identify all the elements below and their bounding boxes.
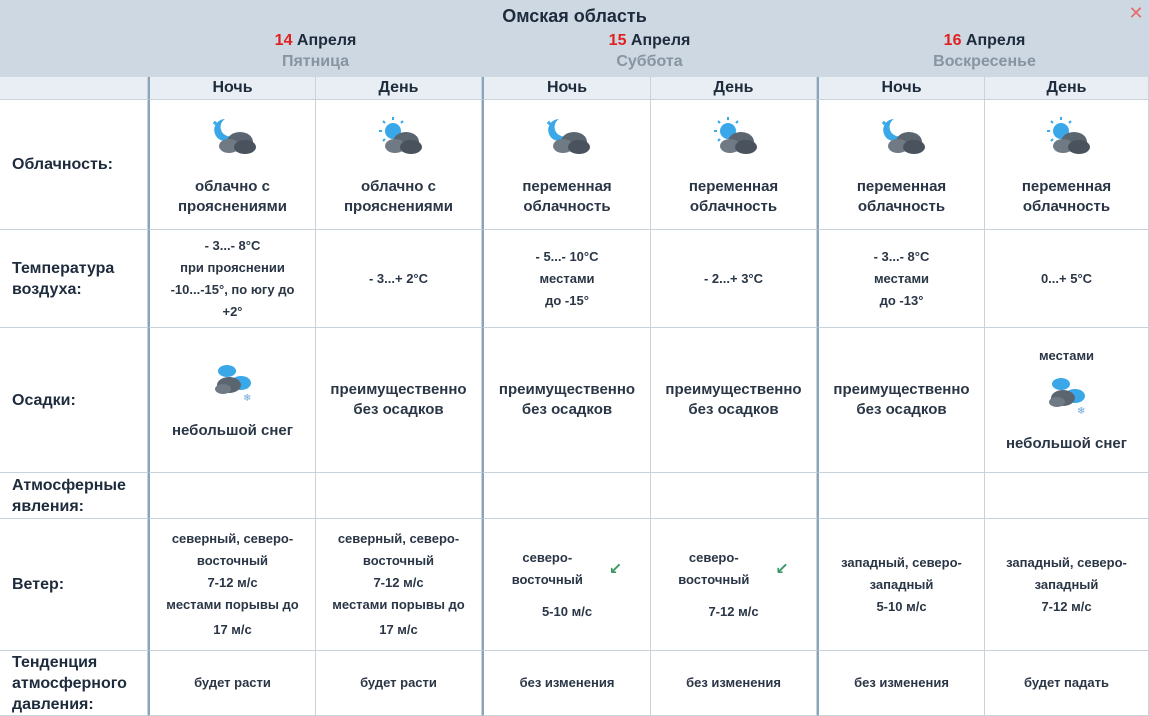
wind-gusts: 17 м/с (379, 622, 418, 637)
precipitation-text: преимущественно (498, 381, 636, 398)
pressure-cell (817, 651, 985, 716)
region-title: Омская область (502, 6, 647, 26)
day-weekday: Суббота (616, 53, 683, 70)
day-number: 14 (274, 32, 293, 49)
precipitation-text: без осадков (521, 401, 613, 418)
day-month: Апреля (630, 32, 691, 49)
wind-direction: западный, северо- (841, 554, 962, 570)
wind-speed: 5-10 м/с (541, 603, 593, 619)
precipitation-text: преимущественно (665, 381, 802, 398)
temperature-cell (148, 230, 316, 328)
pressure-cell (482, 651, 651, 716)
precipitation-cell (316, 328, 482, 473)
pressure-cell (316, 651, 482, 716)
svg-text:❄: ❄ (242, 393, 251, 404)
temperature-text: - 2...+ 3°С (703, 270, 764, 286)
corner-cell (0, 77, 148, 100)
clouds-label (0, 100, 148, 230)
temperature-text: -10...-15°, по югу до (170, 281, 295, 297)
wind-direction: западный (869, 576, 934, 592)
clouds-text: прояснениями (343, 197, 454, 215)
atmospheric-cell (316, 473, 482, 519)
temperature-cell (651, 230, 817, 328)
sun-cloud-icon (373, 113, 425, 161)
pressure-cell (148, 651, 316, 716)
wind-direction: северный, северо- (171, 531, 294, 546)
atmospheric-cell (817, 473, 985, 519)
wind-speed: 7-12 м/с (1041, 598, 1092, 614)
forecast-table (0, 77, 1149, 716)
clouds-text: облачность (1022, 197, 1111, 215)
precipitation-cell (817, 328, 985, 473)
temperature-cell (482, 230, 651, 328)
clouds-text: переменная (522, 177, 612, 195)
day-number: 15 (608, 32, 627, 49)
period-header: Ночь (148, 77, 316, 100)
pressure-text: будет расти (194, 675, 271, 690)
period-header: Ночь (482, 77, 651, 100)
precipitation-text: преимущественно (833, 381, 970, 398)
precipitation-label (0, 328, 148, 473)
temperature-text: - 3...- 8°С (204, 237, 261, 253)
row-label-line: Тенденция (12, 653, 98, 671)
wind-cell (482, 519, 651, 651)
wind-arrow-icon: ↙ (775, 560, 789, 578)
wind-speed: 5-10 м/с (876, 598, 927, 614)
wind-speed: 7-12 м/с (373, 575, 424, 590)
row-label-line: атмосферного (12, 674, 127, 692)
row-label-line: давления: (12, 695, 94, 713)
atmospheric-cell (148, 473, 316, 519)
temperature-text: - 5...- 10°С (535, 248, 599, 264)
pressure-text: будет падать (1024, 675, 1109, 690)
day-number: 16 (943, 32, 962, 49)
period-header: День (651, 77, 817, 100)
temperature-text: местами (539, 270, 595, 286)
wind-direction: северный, северо- (337, 531, 460, 546)
wind-cell (985, 519, 1149, 651)
pressure-cell (651, 651, 817, 716)
day-header (148, 31, 483, 73)
atmospheric-cell (651, 473, 817, 519)
atmospheric-cell (985, 473, 1149, 519)
atmospheric-cell (482, 473, 651, 519)
temperature-text: при прояснении (180, 259, 285, 275)
row-label-line: Температура (12, 259, 115, 277)
temperature-cell (985, 230, 1149, 328)
precipitation-cell (482, 328, 651, 473)
row-label-line: явления: (12, 497, 84, 515)
day-month: Апреля (296, 32, 357, 49)
precipitation-text: без осадков (688, 401, 779, 418)
clouds-text: облачно с (360, 177, 436, 195)
sun-cloud-icon (1041, 113, 1093, 161)
wind-direction: восточный (362, 553, 435, 568)
temperature-cell (817, 230, 985, 328)
row-label-line: Атмосферные (12, 476, 126, 494)
clouds-cell (817, 100, 985, 230)
day-header (482, 31, 817, 73)
wind-cell (651, 519, 817, 651)
pressure-cell (985, 651, 1149, 716)
period-header: Ночь (817, 77, 985, 100)
day-weekday: Воскресенье (933, 53, 1036, 70)
wind-speed: 7-12 м/с (207, 575, 258, 590)
row-label-line: Осадки: (12, 391, 76, 409)
clouds-text: прояснениями (177, 197, 288, 215)
clouds-text: облачно с (194, 177, 270, 195)
temperature-text: 0...+ 5°С (1040, 270, 1093, 286)
clouds-text: облачность (857, 197, 946, 215)
temperature-text: местами (873, 270, 930, 286)
day-weekday: Пятница (281, 53, 350, 70)
moon-cloud-icon (207, 113, 259, 161)
wind-direction: северо- (522, 549, 573, 565)
pressure-text: без изменения (519, 675, 615, 690)
clouds-text: переменная (1021, 177, 1112, 195)
row-label-line: Облачность: (12, 156, 114, 173)
precipitation-text: без осадков (856, 401, 947, 418)
precipitation-text: небольшой снег (1005, 435, 1128, 452)
wind-cell (148, 519, 316, 651)
period-header: День (985, 77, 1149, 100)
atmospheric-label (0, 473, 148, 519)
temperature-text: до -15° (545, 292, 589, 308)
wind-direction: западный (1034, 576, 1099, 592)
moon-cloud-icon (541, 113, 593, 161)
wind-gusts: местами порывы до (332, 597, 465, 612)
wind-speed: 7-12 м/с (708, 603, 759, 619)
snow-cloud-icon (207, 359, 259, 407)
forecast-header (0, 0, 1149, 77)
clouds-text: облачность (689, 197, 778, 215)
snow-cloud-icon (1041, 372, 1093, 420)
wind-label (0, 519, 148, 651)
wind-gusts: 17 м/с (213, 622, 252, 637)
temperature-text: +2° (222, 303, 243, 319)
precipitation-cell (651, 328, 817, 473)
precipitation-cell (985, 328, 1149, 473)
wind-arrow-icon: ↙ (608, 560, 623, 578)
precipitation-cell (148, 328, 316, 473)
pressure-text: будет расти (360, 675, 437, 690)
day-header (817, 31, 1149, 73)
wind-gusts: местами порывы до (166, 597, 299, 612)
day-month: Апреля (965, 32, 1026, 49)
temperature-text: - 3...- 8°С (873, 248, 930, 264)
temperature-text: до -13° (879, 292, 924, 308)
svg-text:❄: ❄ (1076, 406, 1085, 417)
wind-direction: восточный (196, 553, 269, 568)
wind-direction: северо- (688, 549, 739, 565)
clouds-text: облачность (523, 197, 611, 215)
moon-cloud-icon (876, 113, 928, 161)
clouds-text: переменная (688, 177, 779, 195)
row-label-line: воздуха: (12, 280, 82, 298)
clouds-cell (985, 100, 1149, 230)
clouds-cell (316, 100, 482, 230)
temperature-text: - 3...+ 2°С (368, 270, 429, 286)
temperature-cell (316, 230, 482, 328)
wind-cell (316, 519, 482, 651)
close-icon[interactable]: ✕ (1128, 3, 1144, 23)
wind-cell (817, 519, 985, 651)
clouds-cell (651, 100, 817, 230)
precipitation-text: без осадков (353, 401, 444, 418)
clouds-cell (148, 100, 316, 230)
wind-direction: западный, северо- (1006, 554, 1127, 570)
precipitation-text: преимущественно (330, 381, 467, 398)
precipitation-text: небольшой снег (171, 422, 294, 439)
pressure-label (0, 651, 148, 716)
temperature-label (0, 230, 148, 328)
precipitation-note: местами (1038, 348, 1095, 363)
row-label-line: Ветер: (12, 576, 65, 593)
clouds-text: переменная (856, 177, 947, 195)
wind-direction: восточный (511, 571, 583, 587)
wind-direction: восточный (678, 571, 750, 587)
period-header: День (316, 77, 482, 100)
pressure-text: без изменения (854, 675, 949, 690)
pressure-text: без изменения (686, 675, 781, 690)
clouds-cell (482, 100, 651, 230)
sun-cloud-icon (708, 113, 760, 161)
